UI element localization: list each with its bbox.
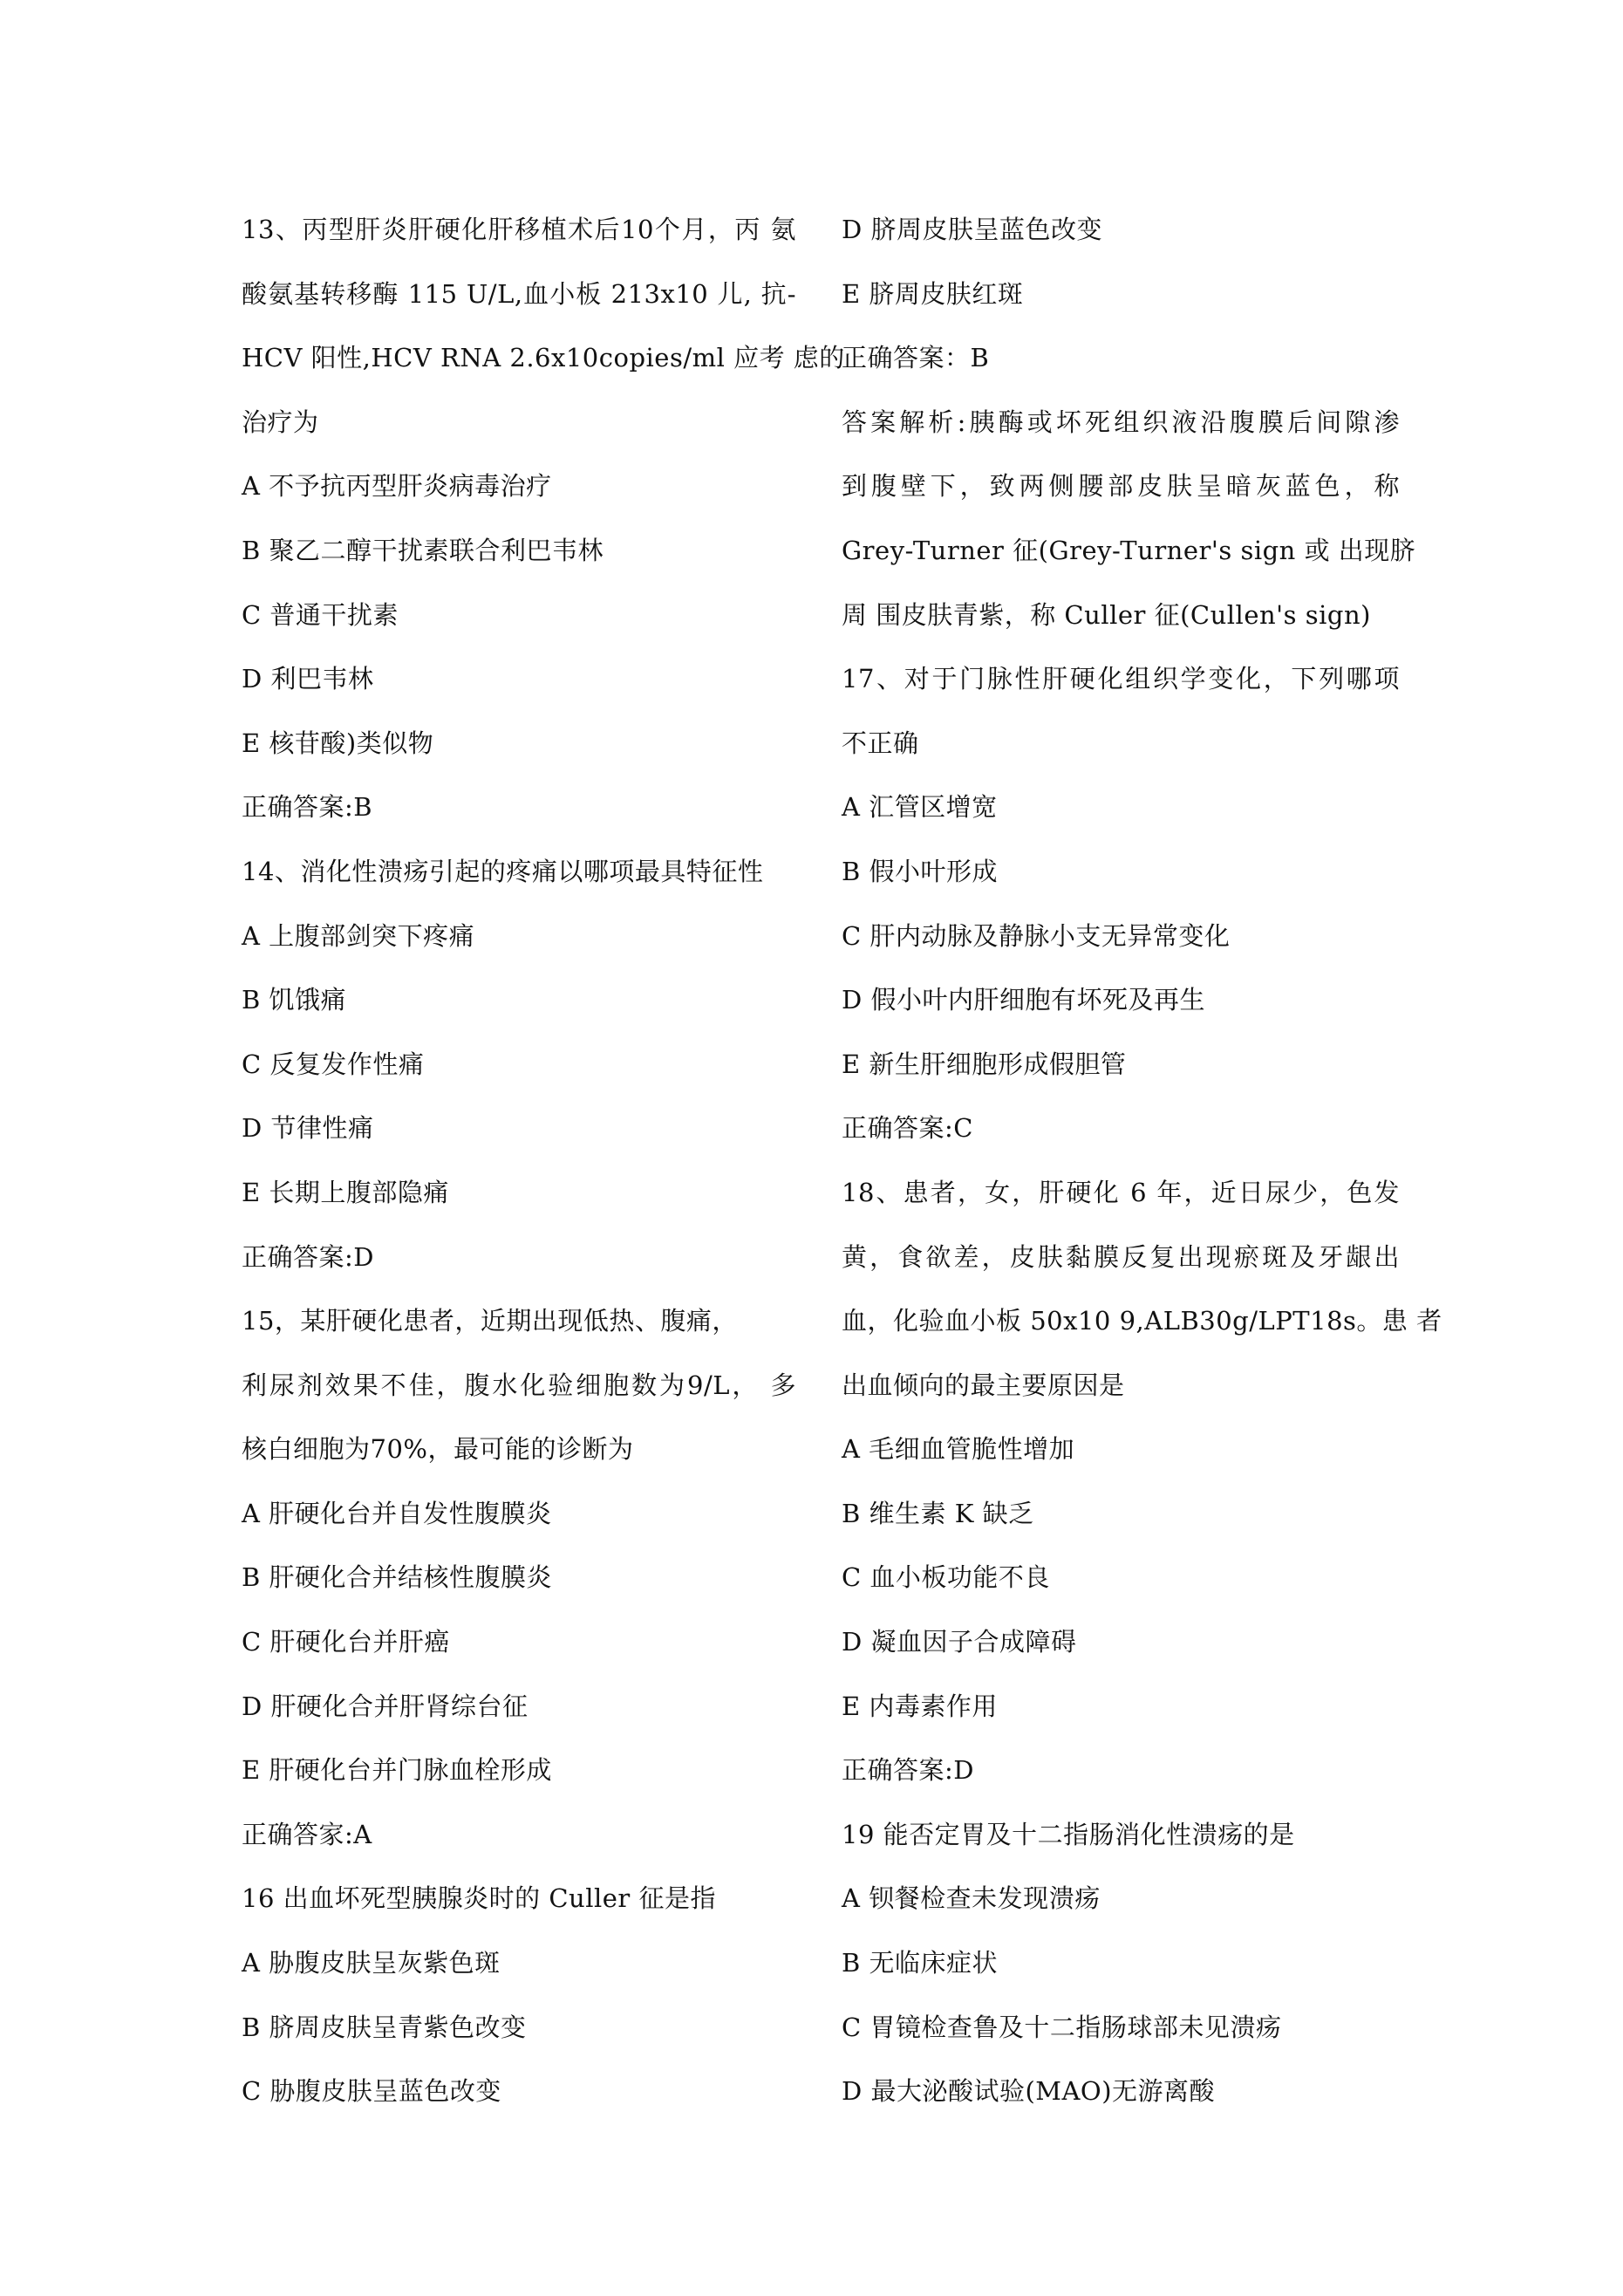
question-17-line-2: 不正确 [842, 728, 919, 758]
q15-option-d: D 肝硬化合并肝肾综台征 [242, 1691, 528, 1721]
left-column [242, 209, 845, 2135]
q17-option-a: A 汇管区增宽 [842, 792, 998, 823]
question-19: 19 能否定胃及十二指肠消化性溃疡的是 [842, 1819, 1295, 1849]
q15-option-e: E 肝硬化台并门脉血栓形成 [242, 1755, 552, 1786]
q13-answer: 正确答案:B [242, 792, 373, 823]
q14-option-c: C 反复发作性痛 [242, 1049, 425, 1079]
q18-answer: 正确答案:D [842, 1755, 975, 1786]
q13-option-b: B 聚乙二醇干扰素联合利巴韦林 [242, 535, 604, 565]
question-18-line-2: 黄，食欲差，皮肤黏膜反复出现瘀斑及牙龈出 [842, 1241, 1400, 1272]
q15-option-b: B 肝硬化合并结核性腹膜炎 [242, 1562, 553, 1593]
question-14: 14、消化性溃疡引起的疼痛以哪项最具特征性 [242, 856, 764, 886]
q17-answer: 正确答案:C [842, 1113, 973, 1144]
q14-option-a: A 上腹部剑突下疼痛 [242, 920, 475, 951]
q19-option-d: D 最大泌酸试验(MAO)无游离酸 [842, 2076, 1216, 2107]
question-15-line-3: 核白细胞为70%，最可能的诊断为 [242, 1434, 634, 1465]
q14-answer: 正确答案:D [242, 1241, 375, 1272]
question-16: 16 出血坏死型胰腺炎时的 Culler 征是指 [242, 1883, 716, 1914]
q16-explanation-line-2: 到腹壁下，致两侧腰部皮肤呈暗灰蓝色，称 [842, 471, 1400, 502]
q16-answer: 正确答案：B [842, 343, 990, 373]
q13-option-a: A 不予抗丙型肝炎病毒治疗 [242, 471, 552, 502]
q14-option-b: B 饥饿痛 [242, 985, 347, 1015]
q19-option-c: C 胃镜检查鲁及十二指肠球部未见溃疡 [842, 2012, 1282, 2042]
question-18-line-1: 18、患者，女，肝硬化 6 年，近日尿少，色发 [842, 1177, 1400, 1207]
q18-option-c: C 血小板功能不良 [842, 1562, 1050, 1593]
q18-option-e: E 内毒素作用 [842, 1691, 998, 1721]
question-15-line-1: 15，某肝硬化患者，近期出现低热、腹痛， [242, 1306, 738, 1336]
q16-option-e: E 脐周皮肤红斑 [842, 278, 1024, 309]
q18-option-b: B 维生素 K 缺乏 [842, 1498, 1034, 1528]
q13-option-d: D 利巴韦林 [242, 664, 374, 694]
question-18-line-3: 血，化验血小板 50x10 9,ALB30g/LPT18s。患 者 [842, 1306, 1442, 1336]
q16-explanation-line-4: 周 围皮肤青紫，称 Culler 征(Cullen's sign) [842, 599, 1371, 630]
q16-option-c: C 胁腹皮肤呈蓝色改变 [242, 2076, 501, 2107]
question-15-line-2: 利尿剂效果不佳，腹水化验细胞数为9/L， 多 [242, 1370, 796, 1400]
q13-option-e: E 核苷酸)类似物 [242, 728, 434, 758]
q17-option-b: B 假小叶形成 [842, 856, 999, 886]
q19-option-b: B 无临床症状 [842, 1948, 999, 1978]
question-13-line-1: 13、丙型肝炎肝硬化肝移植术后10个月，丙 氨 [242, 215, 796, 244]
q15-option-a: A 肝硬化台并自发性腹膜炎 [242, 1498, 552, 1528]
q17-option-d: D 假小叶内肝细胞有坏死及再生 [842, 985, 1205, 1015]
q13-option-c: C 普通干扰素 [242, 599, 399, 630]
q14-option-e: E 长期上腹部隐痛 [242, 1177, 449, 1207]
right-column [842, 209, 1442, 2135]
q15-answer: 正确答家:A [242, 1819, 372, 1849]
q16-option-b: B 脐周皮肤呈青紫色改变 [242, 2012, 527, 2042]
q15-option-c: C 肝硬化台并肝癌 [242, 1627, 450, 1657]
q14-option-d: D 节律性痛 [242, 1113, 374, 1144]
question-13-line-2: 酸氨基转移酶 115 U/L,血小板 213x10 儿, 抗- [242, 278, 796, 309]
q19-option-a: A 钡餐检查未发现溃疡 [842, 1883, 1101, 1914]
q18-option-d: D 凝血因子合成障碍 [842, 1627, 1077, 1657]
question-17-line-1: 17、对于门脉性肝硬化组织学变化，下列哪项 [842, 664, 1400, 694]
q16-explanation-line-3: Grey-Turner 征(Grey-Turner's sign 或 出现脐 [842, 535, 1416, 565]
question-18-line-4: 出血倾向的最主要原因是 [842, 1370, 1125, 1400]
q16-explanation-line-1: 答案解析:胰酶或坏死组织液沿腹膜后间隙渗 [842, 407, 1400, 437]
question-13-line-3: HCV 阳性,HCV RNA 2.6x10copies/ml 应考 虑的 [242, 343, 845, 373]
q16-option-a: A 胁腹皮肤呈灰紫色斑 [242, 1948, 501, 1978]
q17-option-e: E 新生肝细胞形成假胆管 [842, 1049, 1127, 1079]
q16-option-d: D 脐周皮肤呈蓝色改变 [842, 215, 1102, 244]
q17-option-c: C 肝内动脉及静脉小支无异常变化 [842, 920, 1231, 951]
question-13-line-4: 治疗为 [242, 407, 319, 437]
q18-option-a: A 毛细血管脆性增加 [842, 1434, 1075, 1465]
